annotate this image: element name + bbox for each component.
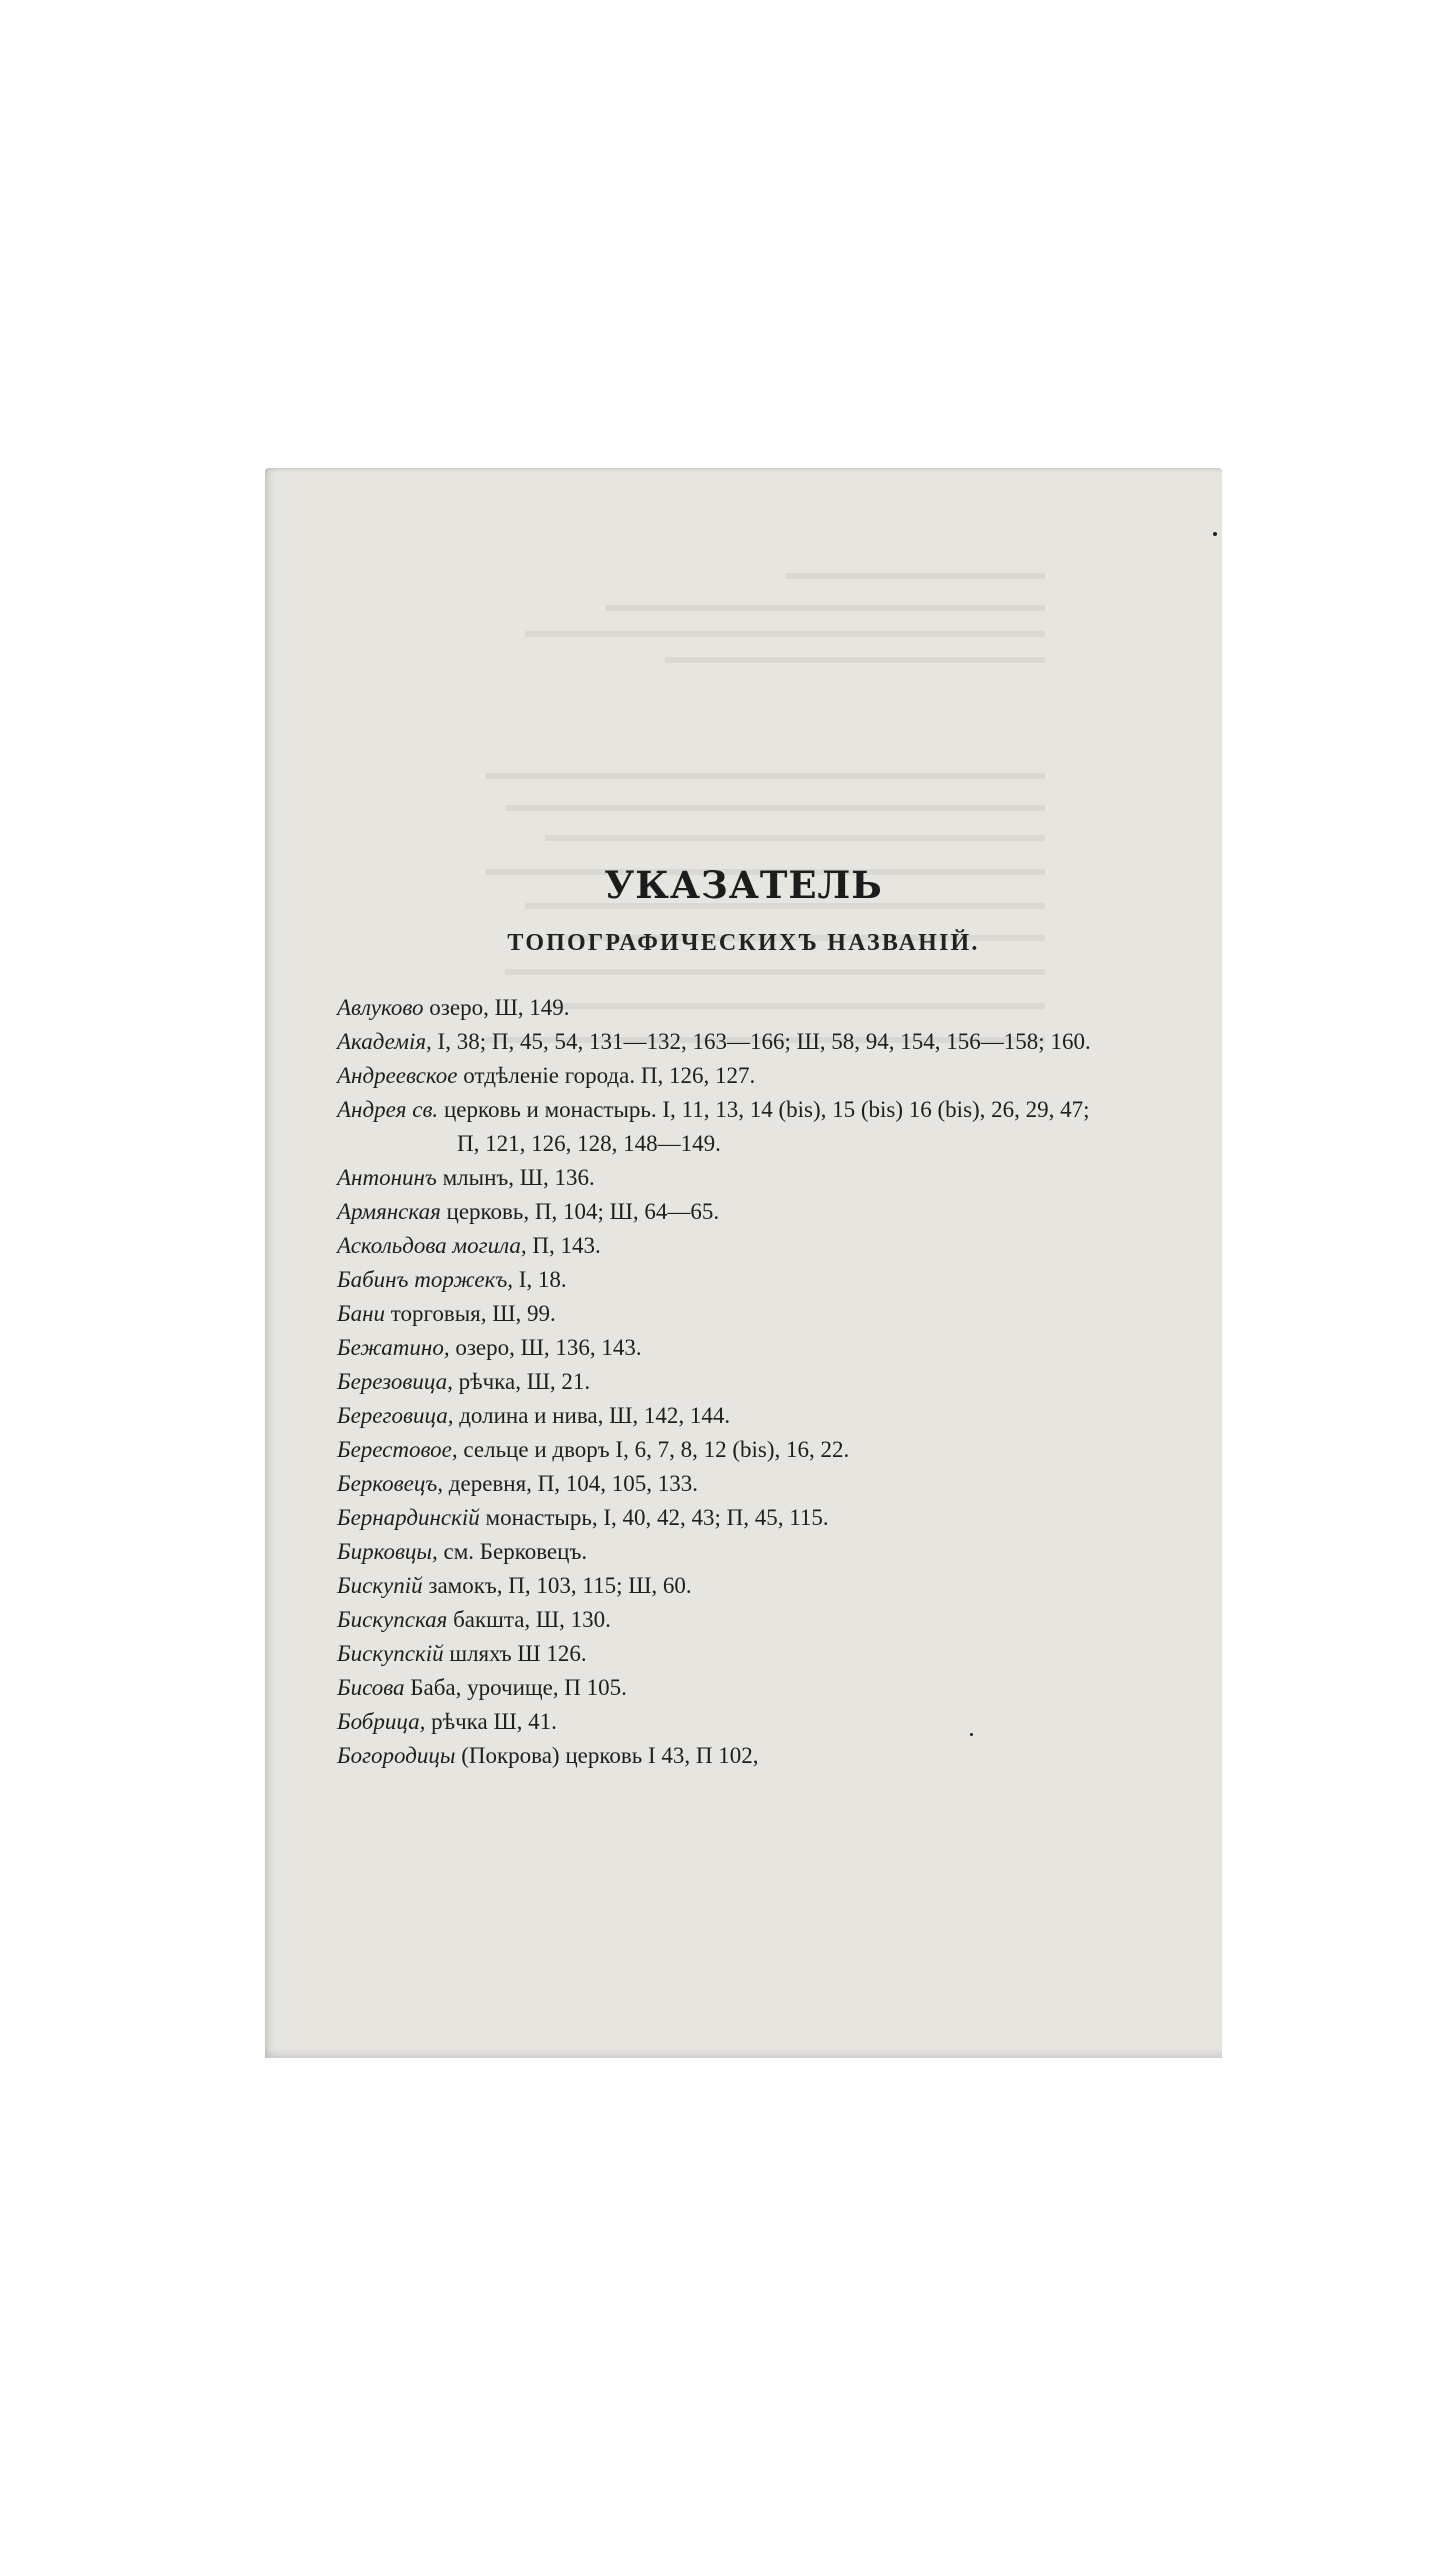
index-entry — [337, 1195, 1117, 1229]
entry-references: отдѣленіе города. П, 126, 127. — [457, 1063, 756, 1088]
entry-heading: Андреевское — [337, 1063, 458, 1088]
index-title: УКАЗАТЕЛЬ — [604, 863, 883, 907]
entry-heading: Бабинъ торжекъ, — [337, 1267, 514, 1292]
entry-references: млынъ, Ш, 136. — [436, 1165, 595, 1190]
entry-references: сельце и дворъ I, 6, 7, 8, 12 (bis), 16, 22. — [457, 1437, 850, 1462]
index-entry — [337, 1603, 1117, 1637]
ink-speck — [1213, 532, 1217, 536]
show-through-stroke — [785, 573, 1045, 579]
entry-heading: Бискупскій — [337, 1641, 444, 1666]
index-entry — [337, 1535, 1117, 1569]
entry-references: П, 143. — [526, 1233, 601, 1258]
entry-heading: Береговица, — [337, 1403, 454, 1428]
entry-references: рѣчка Ш, 41. — [425, 1709, 557, 1734]
index-entry — [337, 1297, 1117, 1331]
index-entry — [337, 1365, 1117, 1399]
index-subtitle: ТОПОГРАФИЧЕСКИХЪ НАЗВАНІЙ. — [507, 930, 980, 956]
show-through-stroke — [525, 631, 1045, 637]
book-page — [265, 468, 1222, 2058]
entry-references: I, 18. — [513, 1267, 567, 1292]
index-entry — [337, 1229, 1117, 1263]
entry-references: церковь и монастырь. I, 11, 13, 14 (bis), 15 (bis) 16 (bis), 26, 29, 47; П, 121, 126, 128, 148—149. — [438, 1097, 1090, 1156]
show-through-stroke — [665, 657, 1045, 663]
entry-heading: Бернардинскій — [337, 1505, 480, 1530]
entry-references: шляхъ Ш 126. — [443, 1641, 587, 1666]
entry-references: озеро, Ш, 149. — [423, 995, 570, 1020]
show-through-stroke — [505, 805, 1045, 811]
entry-references: церковь, П, 104; Ш, 64—65. — [440, 1199, 720, 1224]
index-entry — [337, 1093, 1117, 1161]
entry-references: рѣчка, Ш, 21. — [452, 1369, 591, 1394]
index-entry — [337, 1671, 1117, 1705]
entry-references: I, 38; П, 45, 54, 131—132, 163—166; Ш, 58, 94, 154, 156—158; 160. — [431, 1029, 1091, 1054]
ink-speck — [970, 1733, 973, 1736]
entry-heading: Авлуково — [337, 995, 424, 1020]
index-entry — [337, 1161, 1117, 1195]
entry-references: (Покрова) церковь I 43, П 102, — [455, 1743, 759, 1768]
index-entry — [337, 1059, 1117, 1093]
index-entry — [337, 1467, 1117, 1501]
entry-heading: Андрея св. — [337, 1097, 439, 1122]
index-entry — [337, 1433, 1117, 1467]
entry-heading: Аскольдова могила, — [337, 1233, 527, 1258]
show-through-stroke — [545, 835, 1045, 841]
index-entry — [337, 1025, 1117, 1059]
entry-references: торговыя, Ш, 99. — [384, 1301, 556, 1326]
index-entry — [337, 1705, 1117, 1739]
index-entry — [337, 1331, 1117, 1365]
entry-heading: Берестовое, — [337, 1437, 458, 1462]
entry-heading: Антонинъ — [337, 1165, 437, 1190]
entry-references: замокъ, П, 103, 115; Ш, 60. — [422, 1573, 692, 1598]
entry-heading: Академія, — [337, 1029, 432, 1054]
index-entry — [337, 1399, 1117, 1433]
entry-references: озеро, Ш, 136, 143. — [449, 1335, 642, 1360]
entry-references: Баба, урочище, П 105. — [404, 1675, 627, 1700]
entry-heading: Березовица, — [337, 1369, 453, 1394]
index-entry — [337, 1263, 1117, 1297]
entry-heading: Бани — [337, 1301, 385, 1326]
show-through-stroke — [505, 969, 1045, 975]
entry-heading: Бисова — [337, 1675, 405, 1700]
entry-references: бакшта, Ш, 130. — [447, 1607, 611, 1632]
index-entry — [337, 1501, 1117, 1535]
entry-heading: Бежатино, — [337, 1335, 450, 1360]
entry-heading: Бобрица, — [337, 1709, 426, 1734]
entry-heading: Бирковцы, — [337, 1539, 438, 1564]
show-through-stroke — [485, 773, 1045, 779]
entry-heading: Бискупская — [337, 1607, 448, 1632]
index-entry-list — [337, 991, 1117, 1773]
entry-heading: Бискупій — [337, 1573, 423, 1598]
entry-heading: Армянская — [337, 1199, 441, 1224]
entry-references: монастырь, I, 40, 42, 43; П, 45, 115. — [479, 1505, 829, 1530]
entry-heading: Богородицы — [337, 1743, 456, 1768]
entry-references: деревня, П, 104, 105, 133. — [443, 1471, 699, 1496]
entry-references: см. Берковецъ. — [437, 1539, 588, 1564]
index-entry — [337, 1569, 1117, 1603]
index-entry — [337, 991, 1117, 1025]
entry-references: долина и нива, Ш, 142, 144. — [453, 1403, 731, 1428]
index-entry — [337, 1637, 1117, 1671]
index-entry — [337, 1739, 1117, 1773]
entry-heading: Берковецъ, — [337, 1471, 444, 1496]
show-through-stroke — [605, 605, 1045, 611]
